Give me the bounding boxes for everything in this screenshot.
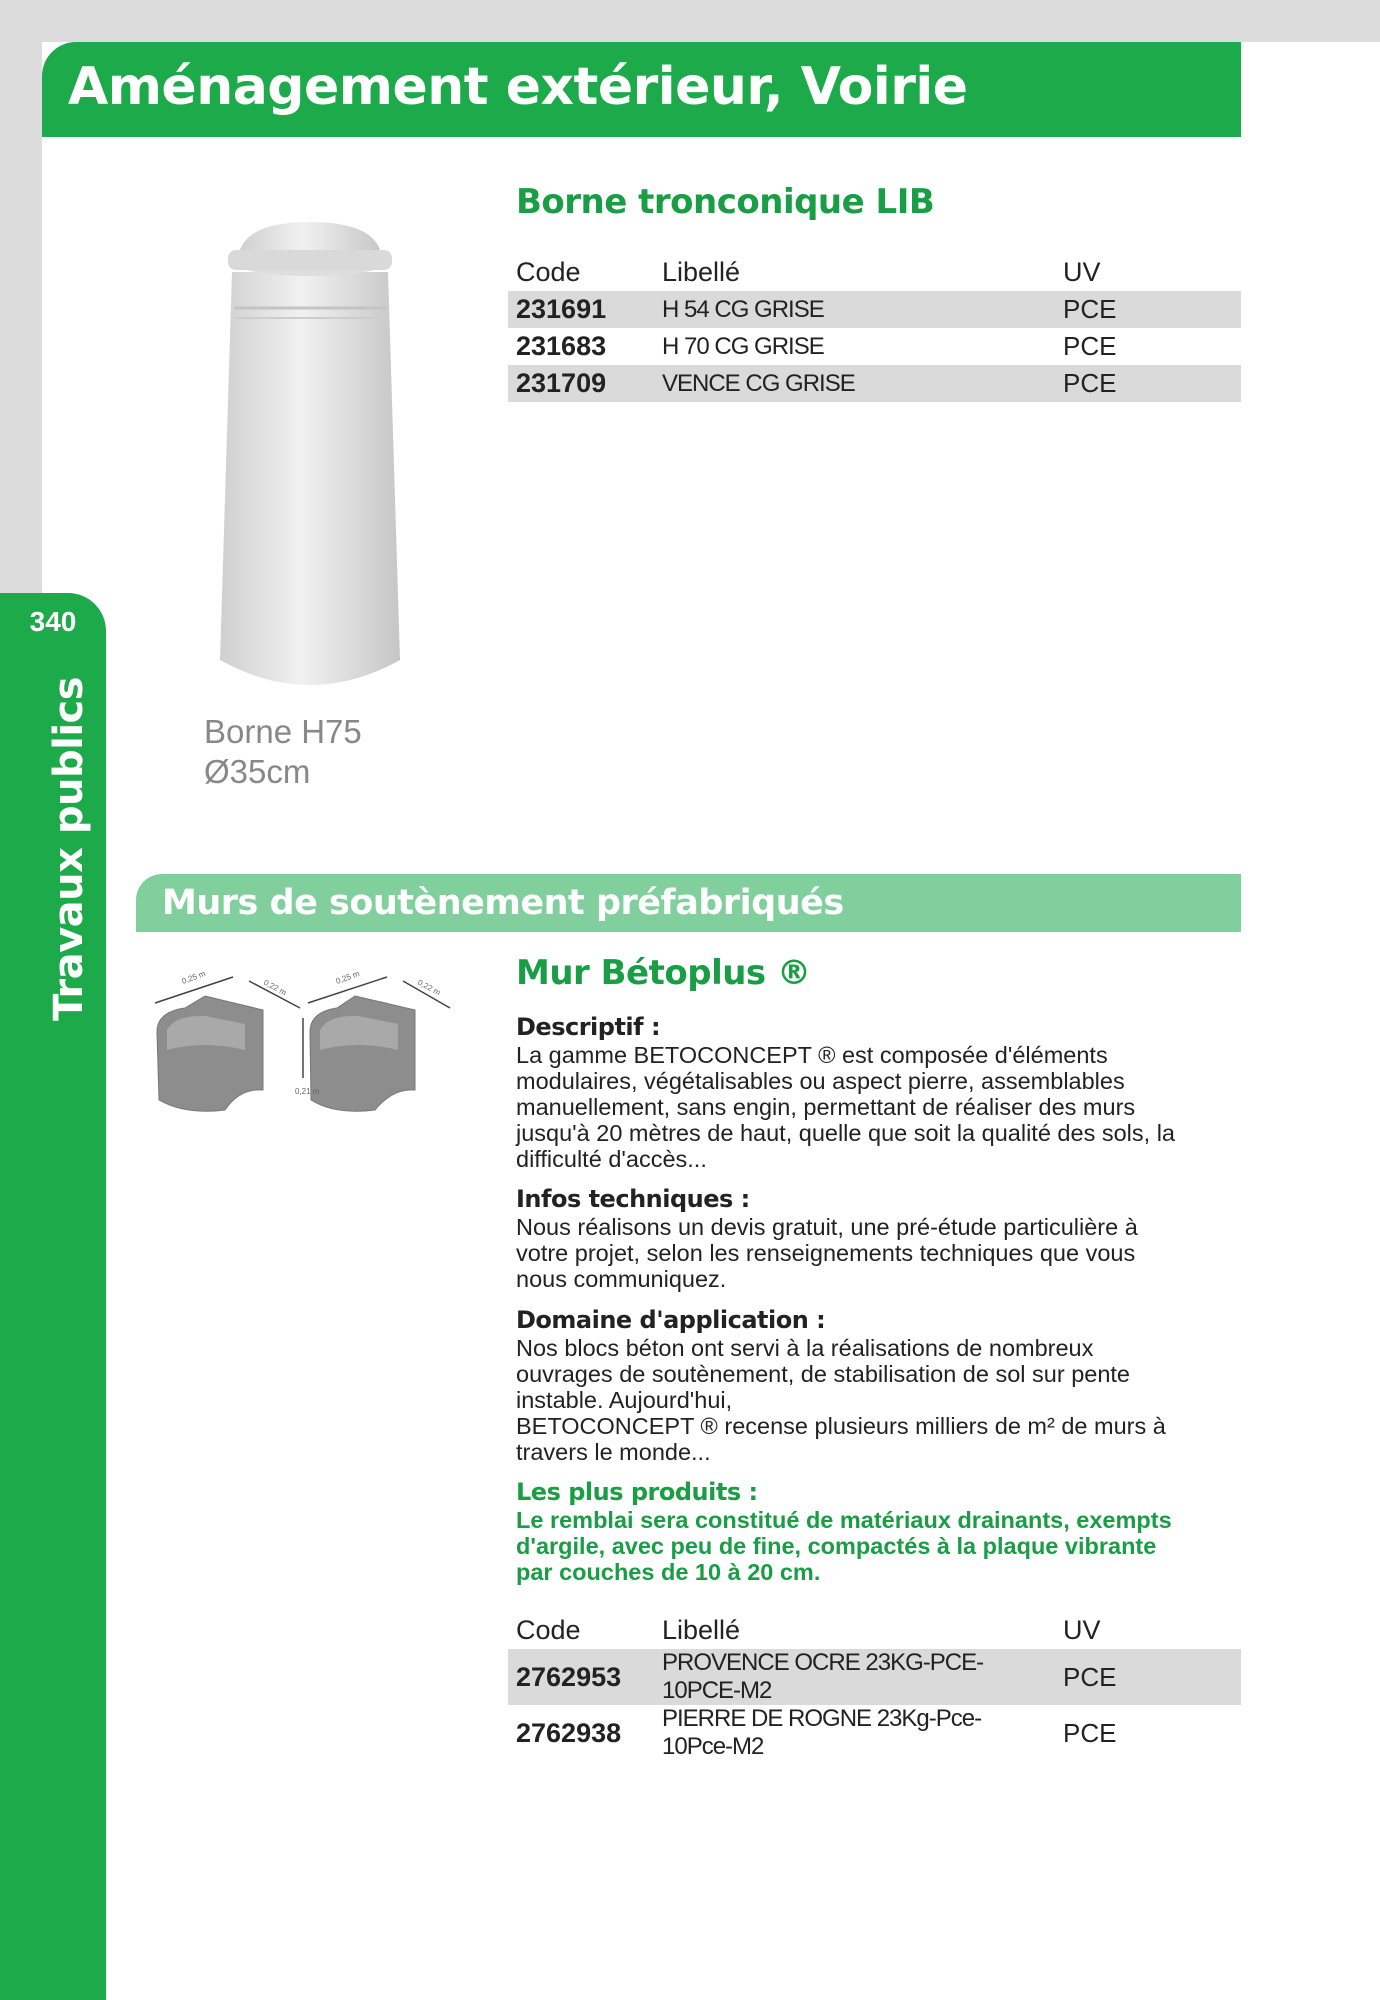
plus-produits-section (516, 1477, 1172, 1585)
borne-image (210, 220, 410, 705)
column-header-code: Code (516, 257, 581, 287)
section-heading: Descriptif : (516, 1013, 661, 1041)
libelle-cell: H 70 CG GRISE (662, 332, 824, 360)
text-line: d'argile, avec peu de fine, compactés à la plaque vibrante (516, 1533, 1157, 1559)
text-line: instable. Aujourd'hui, (516, 1387, 733, 1413)
infos-techniques-section (516, 1184, 1138, 1292)
table-row (508, 1705, 1241, 1761)
text-line: votre projet, selon les renseignements techniques que vous (516, 1240, 1136, 1266)
libelle-cell: PROVENCE OCRE 23KG-PCE-10PCE-M2 (654, 1649, 1055, 1705)
product-title: Borne tronconique LIB (516, 182, 935, 222)
text-line: manuellement, sans engin, permettant de réaliser des murs (516, 1094, 1136, 1120)
borne-image-caption (204, 712, 362, 792)
table-row (508, 328, 1241, 365)
libelle-cell: H 54 CG GRISE (654, 291, 1055, 328)
table-row (508, 291, 1241, 328)
text-line: travers le monde... (516, 1439, 711, 1465)
caption-line: Borne H75 (204, 713, 362, 750)
caption-line: Ø35cm (204, 753, 311, 790)
text-line: modulaires, végétalisables ou aspect pierre, assemblables (516, 1068, 1125, 1094)
text-line: difficulté d'accès... (516, 1146, 707, 1172)
uv-cell: PCE (1063, 331, 1117, 361)
text-line: par couches de 10 à 20 cm. (516, 1559, 821, 1585)
left-margin (0, 0, 42, 600)
uv-cell: PCE (1055, 1649, 1241, 1705)
section-title: Murs de soutènement préfabriqués (162, 883, 844, 923)
uv-cell: PCE (1055, 291, 1241, 328)
mur-product-table (508, 1612, 1241, 1761)
borne-product-table (508, 254, 1241, 402)
dimension-label: 0,21 m (295, 1087, 320, 1096)
text-line: nous communiquez. (516, 1266, 727, 1292)
text-line: ouvrages de soutènement, de stabilisation de sol sur pente (516, 1361, 1131, 1387)
chapter-label: Travaux publics (46, 676, 92, 1021)
dimension-label: 0,25 m (180, 969, 207, 986)
libelle-cell: PIERRE DE ROGNE 23Kg-Pce-10Pce-M2 (662, 1705, 982, 1760)
text-line: jusqu'à 20 mètres de haut, quelle que soit la qualité des sols, la (516, 1120, 1175, 1146)
code-cell: 231683 (516, 331, 607, 361)
dimension-label: 0,22 m (262, 977, 288, 998)
wall-blocks-image (145, 960, 465, 1120)
section-heading: Infos techniques : (516, 1185, 750, 1213)
text-line: La gamme BETOCONCEPT ® est composée d'éléments (516, 1042, 1108, 1068)
code-cell: 231691 (508, 291, 654, 328)
column-header-libelle: Libellé (662, 1615, 741, 1645)
text-line: Nous réalisons un devis gratuit, une pré-étude particulière à (516, 1214, 1138, 1240)
table-header-row (508, 254, 1241, 291)
code-cell: 2762953 (508, 1649, 654, 1705)
section-heading: Domaine d'application : (516, 1306, 826, 1334)
column-header-libelle: Libellé (662, 257, 741, 287)
code-cell: 231709 (508, 365, 654, 402)
uv-cell: PCE (1063, 1717, 1117, 1748)
uv-cell: PCE (1055, 365, 1241, 402)
text-line: BETOCONCEPT ® recense plusieurs milliers de m² de murs à (516, 1413, 1166, 1439)
text-line: Le remblai sera constitué de matériaux drainants, exempts (516, 1507, 1172, 1533)
section-heading: Les plus produits : (516, 1478, 758, 1506)
dimension-label: 0,22 m (416, 977, 442, 998)
libelle-cell: VENCE CG GRISE (654, 365, 1055, 402)
table-header-row (508, 1612, 1241, 1649)
table-row (508, 1649, 1241, 1705)
column-header-uv: UV (1063, 1615, 1101, 1645)
column-header-uv: UV (1063, 257, 1101, 287)
dimension-label: 0,25 m (334, 969, 361, 986)
table-row (508, 365, 1241, 402)
descriptif-section (516, 1012, 1175, 1172)
product-title: Mur Bétoplus ® (516, 953, 811, 993)
code-cell: 2762938 (516, 1717, 622, 1748)
text-line: Nos blocs béton ont servi à la réalisations de nombreux (516, 1335, 1094, 1361)
column-header-code: Code (516, 1615, 581, 1645)
domaine-application-section (516, 1305, 1166, 1465)
page-number: 340 (29, 606, 77, 637)
top-margin (0, 0, 1380, 42)
page-title: Aménagement extérieur, Voirie (68, 57, 968, 117)
